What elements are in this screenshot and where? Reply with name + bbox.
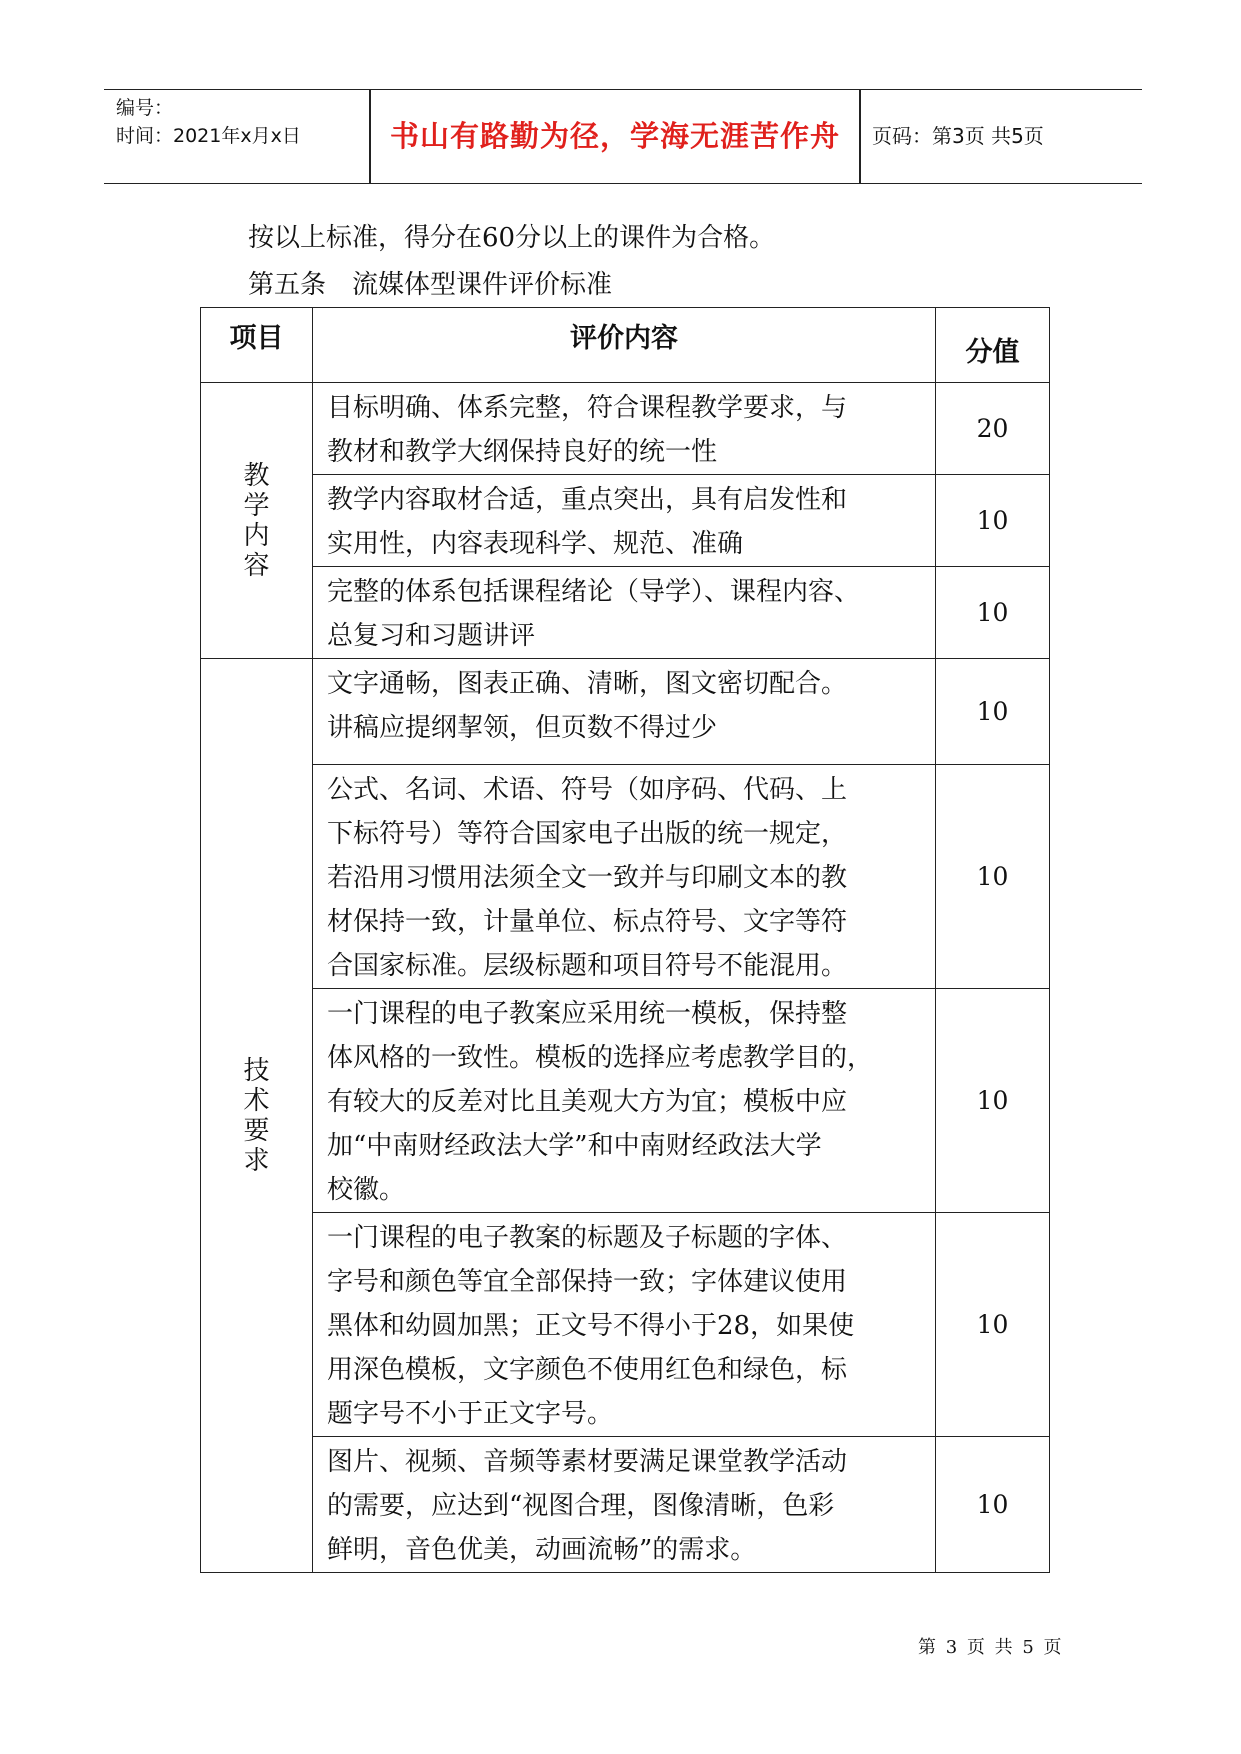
standard-note: 按以上标准，得分在60分以上的课件为合格。 [248,223,776,253]
page-footer: 第 3 页 共 5 页 [918,1637,1062,1658]
criteria-line: 有较大的反差对比且美观大方为宜；模板中应 [327,1087,848,1117]
criteria-line: 公式、名词、术语、符号（如序码、代码、上 [327,775,848,805]
score-cell: 10 [936,567,1050,659]
criteria-line: 合国家标准。层级标题和项目符号不能混用。 [327,951,848,981]
score-cell: 20 [936,383,1050,475]
criteria-cell [313,659,936,765]
category-char: 术 [243,1085,270,1116]
category-char: 容 [243,550,270,581]
article-title: 第五条 流媒体型课件评价标准 [248,270,613,300]
score-cell: 10 [936,475,1050,567]
criteria-line: 下标符号）等符合国家电子出版的统一规定， [327,819,848,849]
table-row [201,989,1050,1213]
score-cell: 10 [936,1437,1050,1573]
document-number-label: 编号： [116,97,174,119]
table-row [201,1213,1050,1437]
category-char: 教 [243,460,270,491]
criteria-line: 用深色模板，文字颜色不使用红色和绿色，标 [327,1355,848,1385]
criteria-cell [313,1213,936,1437]
criteria-line: 文字通畅，图表正确、清晰，图文密切配合。 [327,669,848,699]
score-cell: 10 [936,989,1050,1213]
criteria-line: 材保持一致，计量单位、标点符号、文字等符 [327,907,848,937]
table-body [201,383,1050,1573]
category-char: 内 [243,520,270,551]
criteria-cell [313,475,936,567]
category-char: 求 [243,1145,270,1176]
criteria-line: 总复习和习题讲评 [327,621,536,651]
criteria-line: 图片、视频、音频等素材要满足课堂教学活动 [327,1447,848,1477]
page-header [104,89,1142,184]
criteria-cell [313,1437,936,1573]
criteria-line: 实用性，内容表现科学、规范、准确 [327,529,744,559]
criteria-line: 字号和颜色等宜全部保持一致；字体建议使用 [327,1267,848,1297]
criteria-line: 目标明确、体系完整，符合课程教学要求，与 [327,393,848,423]
criteria-line: 完整的体系包括课程绪论（导学）、课程内容、 [327,577,861,607]
evaluation-table [200,307,1050,1573]
score-cell: 10 [936,765,1050,989]
category-cell [201,659,313,1573]
criteria-line: 一门课程的电子教案的标题及子标题的字体、 [327,1223,848,1253]
criteria-cell [313,765,936,989]
criteria-cell [313,989,936,1213]
score-cell: 10 [936,1213,1050,1437]
header-content: 评价内容 [313,308,936,383]
category-char: 学 [243,490,270,521]
table-row [201,383,1050,475]
score-cell: 10 [936,659,1050,765]
category-cell [201,383,313,659]
criteria-line: 加“中南财经政法大学”和中南财经政法大学 [327,1131,822,1161]
criteria-line: 题字号不小于正文字号。 [327,1399,614,1429]
criteria-line: 黑体和幼圆加黑；正文号不得小于28，如果使 [327,1311,855,1341]
table-row [201,1437,1050,1573]
criteria-line: 教材和教学大纲保持良好的统一性 [327,437,718,467]
category-char: 技 [243,1055,270,1086]
criteria-line: 若沿用习惯用法须全文一致并与印刷文本的教 [327,863,848,893]
header-item: 项目 [201,308,313,383]
criteria-cell [313,383,936,475]
criteria-line: 鲜明，音色优美，动画流畅”的需求。 [327,1535,757,1565]
category-char: 要 [243,1115,270,1146]
criteria-line: 的需要，应达到“视图合理，图像清晰，色彩 [327,1491,835,1521]
criteria-line: 讲稿应提纲挈领，但页数不得过少 [327,713,718,743]
table-row [201,567,1050,659]
table-row [201,659,1050,765]
criteria-cell [313,567,936,659]
header-motto: 书山有路勤为径，学海无涯苦作舟 [389,119,840,153]
header-divider [859,90,861,183]
header-score: 分值 [936,308,1050,383]
document-time-label: 时间：2021年x月x日 [116,125,301,147]
criteria-line: 体风格的一致性。模板的选择应考虑教学目的， [327,1043,874,1073]
criteria-line: 一门课程的电子教案应采用统一模板，保持整 [327,999,848,1029]
criteria-line: 教学内容取材合适，重点突出，具有启发性和 [327,485,848,515]
table-header-row [201,308,1050,383]
table-row [201,765,1050,989]
table-row [201,475,1050,567]
criteria-line: 校徽。 [327,1175,406,1205]
header-meta [116,94,301,150]
header-page-number: 页码：第3页 共5页 [872,124,1044,148]
